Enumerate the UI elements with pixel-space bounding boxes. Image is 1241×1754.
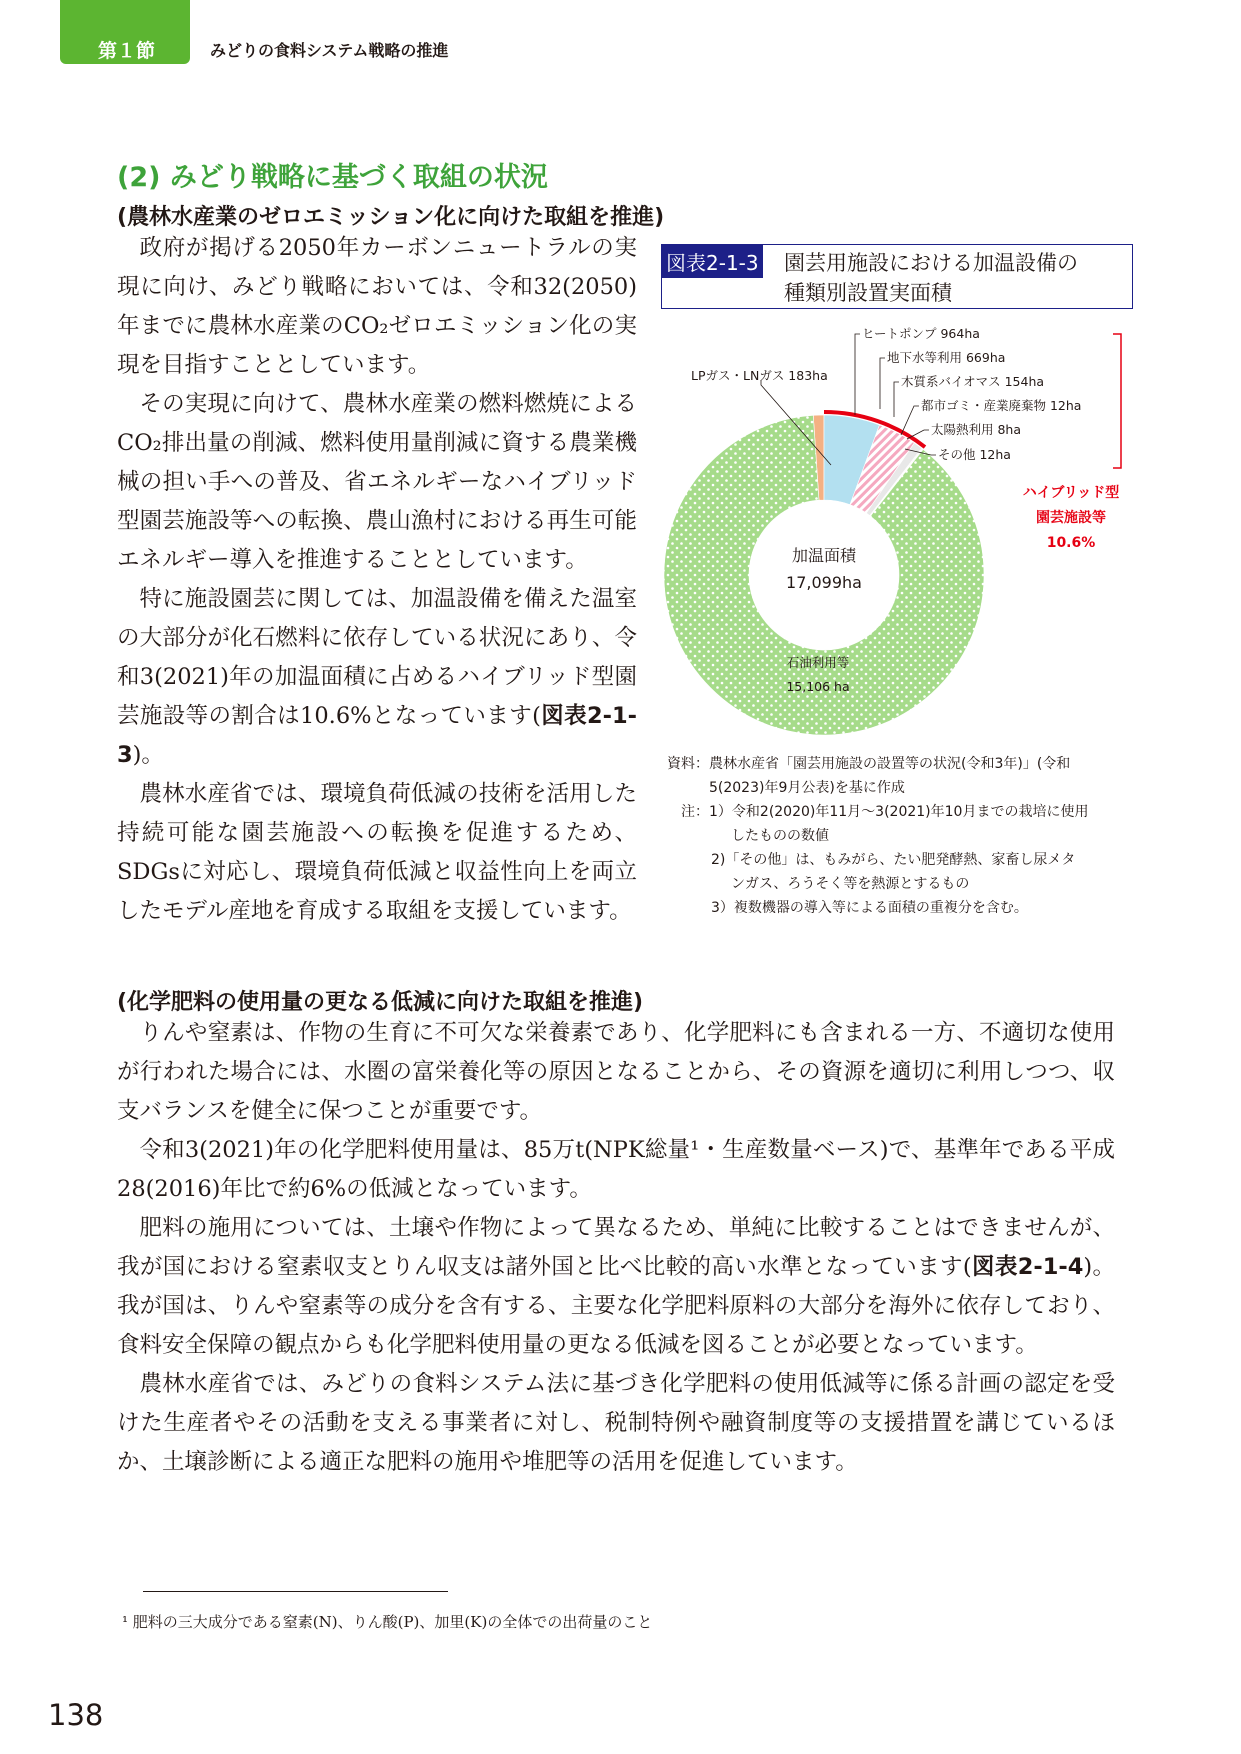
figure-tag: 図表2-1-3 xyxy=(662,245,763,278)
label-other: その他 12ha xyxy=(938,447,1011,462)
label-waste: 都市ゴミ・産業廃棄物 12ha xyxy=(921,398,1082,413)
label-heatpump: ヒートポンプ 964ha xyxy=(862,326,980,341)
paragraph-co2-reduction: その実現に向けて、農林水産業の燃料燃焼によるCO₂排出量の削減、燃料使用量削減に資する農業機械の担い手への普及、省エネルギーなハイブリッド型園芸施設等への転換、農山漁村における再生可能エネルギー導入を推進することとしています。 xyxy=(117,391,637,573)
figure-source: 資料：農林水産省「園芸用施設の設置等の状況(令和3年)」(令和 5(2023)年9月公表)を基に作成 注：1）令和2(2020)年11月～3(2021)年10月までの栽培に使用 したものの数値 2)「その他」は、もみがら、たい肥発酵熱、家畜し尿メタ ンガス、ろうそく等を熱源とするもの 3）複数機器の導入等による面積の重複分を含む。 xyxy=(667,756,1089,916)
center-label: 加温面積 xyxy=(791,546,857,565)
section-heading: (2) みどり戦略に基づく取組の状況 xyxy=(117,162,548,193)
hybrid-label-line2: 園芸施設等 xyxy=(1036,510,1106,526)
center-value: 17,099ha xyxy=(786,573,862,592)
label-oil: 石油利用等 xyxy=(786,655,850,670)
label-oil-value: 15,106 ha xyxy=(786,679,850,694)
figure-reference-2: 図表2-1-4 xyxy=(971,1254,1084,1280)
figure-title-line2: 種類別設置実面積 xyxy=(784,281,952,305)
chapter-title: みどりの食料システム戦略の推進 xyxy=(210,41,449,60)
paragraph-carbon-neutral: 政府が掲げる2050年カーボンニュートラルの実現に向け、みどり戦略においては、令和32(2050)年までに農林水産業のCO₂ゼロエミッション化の実現を目指すこととしています。 xyxy=(117,235,637,378)
subheading-zero-emission: (農林水産業のゼロエミッション化に向けた取組を推進) xyxy=(117,205,665,230)
label-lpg: LPガス・LNガス 183ha xyxy=(691,368,828,383)
paragraph-nitrogen-balance: 肥料の施用については、土壌や作物によって異なるため、単純に比較することはできませんが、我が国における窒素収支とりん収支は諸外国と比べ比較的高い水準となっています(図表2-1-4)。我が国は、りんや窒素等の成分を含有する、主要な化学肥料原料の大部分を海外に依存しており、食料安全保障の観点からも化学肥料使用量の更なる低減を図ることが必要となっています。 xyxy=(117,1215,1115,1358)
figure-reference: 図表2-1-3 xyxy=(117,703,637,768)
section-number: 第１節 xyxy=(98,40,156,62)
subheading-fertilizer: (化学肥料の使用量の更なる低減に向けた取組を推進) xyxy=(117,990,644,1015)
hybrid-label-line1: ハイブリッド型 xyxy=(1022,485,1120,501)
figure-title-box xyxy=(661,244,1133,309)
page-number: 138 xyxy=(48,1698,104,1732)
hybrid-pct: 10.6% xyxy=(1046,535,1096,551)
figure-title-line1: 園芸用施設における加温設備の xyxy=(784,251,1078,275)
paragraph-support-measures: 農林水産省では、みどりの食料システム法に基づき化学肥料の使用低減等に係る計画の認定を受けた生産者やその活動を支える事業者に対し、税制特例や融資制度等の支援措置を講じているほか、土壌診断による適正な肥料の施用や堆肥等の活用を促進しています。 xyxy=(117,1371,1115,1475)
paragraph-nutrients: りんや窒素は、作物の生育に不可欠な栄養素であり、化学肥料にも含まれる一方、不適切な使用が行われた場合には、水圏の富栄養化等の原因となることから、その資源を適切に利用しつつ、収支バランスを健全に保つことが重要です。 xyxy=(117,1020,1115,1124)
footnote: ¹ 肥料の三大成分である窒素(N)、りん酸(P)、加里(K)の全体での出荷量のこと xyxy=(122,1613,653,1631)
paragraph-greenhouse: 特に施設園芸に関しては、加温設備を備えた温室の大部分が化石燃料に依存している状況にあり、令和3(2021)年の加温面積に占めるハイブリッド型園芸施設等の割合は10.6%となっています(図表2-1-3)。 xyxy=(117,586,637,768)
footnote-divider xyxy=(143,1591,448,1592)
label-groundwater: 地下水等利用 669ha xyxy=(887,350,1006,365)
section-tab xyxy=(60,0,190,64)
paragraph-model-region: 農林水産省では、環境負荷低減の技術を活用した持続可能な園芸施設への転換を促進するため、SDGsに対応し、環境負荷低減と収益性向上を両立したモデル産地を育成する取組を支援しています。 xyxy=(117,781,637,924)
hybrid-bracket xyxy=(1113,334,1121,468)
paragraph-fertilizer-use: 令和3(2021)年の化学肥料使用量は、85万t(NPK総量¹・生産数量ベース)で、基準年である平成28(2016)年比で約6%の低減となっています。 xyxy=(117,1137,1115,1202)
label-biomass: 木質系バイオマス 154ha xyxy=(901,374,1045,389)
label-solar: 太陽熱利用 8ha xyxy=(931,422,1022,437)
donut-chart xyxy=(661,325,1131,735)
